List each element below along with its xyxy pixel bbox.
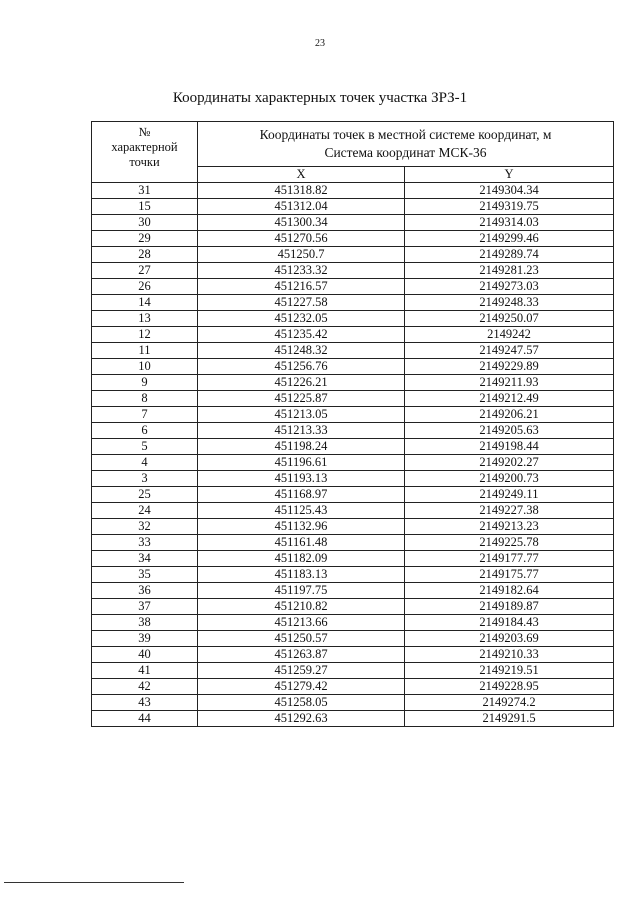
- point-number-cell: 44: [92, 711, 198, 727]
- y-coordinate-cell: 2149184.43: [405, 615, 614, 631]
- page-number: 23: [315, 38, 325, 49]
- y-coordinate-cell: 2149229.89: [405, 359, 614, 375]
- y-coordinate-cell: 2149249.11: [405, 487, 614, 503]
- x-coordinate-cell: 451197.75: [198, 583, 405, 599]
- table-row: [92, 327, 614, 343]
- header-num-word2: точки: [129, 155, 160, 169]
- y-coordinate-cell: 2149274.2: [405, 695, 614, 711]
- y-coordinate-cell: 2149177.77: [405, 551, 614, 567]
- point-number-cell: 28: [92, 247, 198, 263]
- table-row: [92, 519, 614, 535]
- header-x: X: [198, 167, 405, 183]
- table-row: [92, 279, 614, 295]
- y-coordinate-cell: 2149206.21: [405, 407, 614, 423]
- table-row: [92, 615, 614, 631]
- table-row: [92, 679, 614, 695]
- point-number-cell: 37: [92, 599, 198, 615]
- table-row: [92, 343, 614, 359]
- x-coordinate-cell: 451196.61: [198, 455, 405, 471]
- table-row: [92, 263, 614, 279]
- y-coordinate-cell: 2149248.33: [405, 295, 614, 311]
- point-number-cell: 10: [92, 359, 198, 375]
- point-number-cell: 38: [92, 615, 198, 631]
- header-y: Y: [405, 167, 614, 183]
- header-coords-line1: Координаты точек в местной системе координат, м: [259, 127, 552, 142]
- point-number-cell: 30: [92, 215, 198, 231]
- x-coordinate-cell: 451292.63: [198, 711, 405, 727]
- table-row: [92, 199, 614, 215]
- x-coordinate-cell: 451279.42: [198, 679, 405, 695]
- y-coordinate-cell: 2149205.63: [405, 423, 614, 439]
- x-coordinate-cell: 451300.34: [198, 215, 405, 231]
- header-num-word1: характерной: [111, 140, 178, 154]
- table-row: [92, 439, 614, 455]
- y-coordinate-cell: 2149212.49: [405, 391, 614, 407]
- table-row: [92, 215, 614, 231]
- table-row: [92, 647, 614, 663]
- footnote-divider: [4, 882, 184, 883]
- point-number-cell: 9: [92, 375, 198, 391]
- point-number-cell: 34: [92, 551, 198, 567]
- point-number-cell: 7: [92, 407, 198, 423]
- table-row: [92, 599, 614, 615]
- point-number-cell: 35: [92, 567, 198, 583]
- y-coordinate-cell: 2149291.5: [405, 711, 614, 727]
- table-row: [92, 295, 614, 311]
- table-row: [92, 711, 614, 727]
- table-row: [92, 455, 614, 471]
- x-coordinate-cell: 451161.48: [198, 535, 405, 551]
- x-coordinate-cell: 451183.13: [198, 567, 405, 583]
- x-coordinate-cell: 451312.04: [198, 199, 405, 215]
- y-coordinate-cell: 2149289.74: [405, 247, 614, 263]
- header-num-symbol: №: [138, 125, 151, 139]
- y-coordinate-cell: 2149227.38: [405, 503, 614, 519]
- table-row: [92, 407, 614, 423]
- x-coordinate-cell: 451256.76: [198, 359, 405, 375]
- table-row: [92, 375, 614, 391]
- table-row: [92, 247, 614, 263]
- point-number-cell: 31: [92, 183, 198, 199]
- point-number-cell: 26: [92, 279, 198, 295]
- point-number-cell: 27: [92, 263, 198, 279]
- x-coordinate-cell: 451226.21: [198, 375, 405, 391]
- x-coordinate-cell: 451125.43: [198, 503, 405, 519]
- table-row: [92, 631, 614, 647]
- point-number-cell: 8: [92, 391, 198, 407]
- x-coordinate-cell: 451225.87: [198, 391, 405, 407]
- point-number-cell: 5: [92, 439, 198, 455]
- x-coordinate-cell: 451198.24: [198, 439, 405, 455]
- point-number-cell: 13: [92, 311, 198, 327]
- x-coordinate-cell: 451168.97: [198, 487, 405, 503]
- point-number-cell: 25: [92, 487, 198, 503]
- x-coordinate-cell: 451232.05: [198, 311, 405, 327]
- y-coordinate-cell: 2149273.03: [405, 279, 614, 295]
- table-row: [92, 359, 614, 375]
- table-row: [92, 567, 614, 583]
- table-row: [92, 551, 614, 567]
- point-number-cell: 6: [92, 423, 198, 439]
- table-row: [92, 423, 614, 439]
- table-row: [92, 231, 614, 247]
- y-coordinate-cell: 2149247.57: [405, 343, 614, 359]
- table-row: [92, 183, 614, 199]
- point-number-cell: 15: [92, 199, 198, 215]
- y-coordinate-cell: 2149175.77: [405, 567, 614, 583]
- y-coordinate-cell: 2149203.69: [405, 631, 614, 647]
- x-coordinate-cell: 451235.42: [198, 327, 405, 343]
- x-coordinate-cell: 451248.32: [198, 343, 405, 359]
- point-number-cell: 12: [92, 327, 198, 343]
- x-coordinate-cell: 451258.05: [198, 695, 405, 711]
- x-coordinate-cell: 451250.57: [198, 631, 405, 647]
- y-coordinate-cell: 2149281.23: [405, 263, 614, 279]
- y-coordinate-cell: 2149189.87: [405, 599, 614, 615]
- y-coordinate-cell: 2149198.44: [405, 439, 614, 455]
- x-coordinate-cell: 451270.56: [198, 231, 405, 247]
- point-number-cell: 14: [92, 295, 198, 311]
- x-coordinate-cell: 451132.96: [198, 519, 405, 535]
- x-coordinate-cell: 451182.09: [198, 551, 405, 567]
- x-coordinate-cell: 451233.32: [198, 263, 405, 279]
- point-number-cell: 11: [92, 343, 198, 359]
- header-coords-line2: Система координат МСК-36: [324, 145, 487, 160]
- point-number-cell: 42: [92, 679, 198, 695]
- x-coordinate-cell: 451259.27: [198, 663, 405, 679]
- y-coordinate-cell: 2149211.93: [405, 375, 614, 391]
- table-row: [92, 471, 614, 487]
- point-number-cell: 36: [92, 583, 198, 599]
- coordinates-table: [91, 121, 614, 727]
- x-coordinate-cell: 451213.66: [198, 615, 405, 631]
- x-coordinate-cell: 451318.82: [198, 183, 405, 199]
- x-coordinate-cell: 451193.13: [198, 471, 405, 487]
- point-number-cell: 39: [92, 631, 198, 647]
- table-row: [92, 583, 614, 599]
- point-number-cell: 40: [92, 647, 198, 663]
- x-coordinate-cell: 451213.33: [198, 423, 405, 439]
- point-number-cell: 43: [92, 695, 198, 711]
- point-number-cell: 29: [92, 231, 198, 247]
- x-coordinate-cell: 451216.57: [198, 279, 405, 295]
- table-row: [92, 311, 614, 327]
- y-coordinate-cell: 2149182.64: [405, 583, 614, 599]
- y-coordinate-cell: 2149250.07: [405, 311, 614, 327]
- x-coordinate-cell: 451213.05: [198, 407, 405, 423]
- point-number-cell: 33: [92, 535, 198, 551]
- header-coordinates: [198, 122, 614, 167]
- y-coordinate-cell: 2149314.03: [405, 215, 614, 231]
- table-row: [92, 391, 614, 407]
- y-coordinate-cell: 2149219.51: [405, 663, 614, 679]
- y-coordinate-cell: 2149213.23: [405, 519, 614, 535]
- document-title: Координаты характерных точек участка ЗРЗ-1: [172, 90, 468, 106]
- table-row: [92, 535, 614, 551]
- x-coordinate-cell: 451263.87: [198, 647, 405, 663]
- header-point-number: [92, 122, 198, 183]
- table-row: [92, 663, 614, 679]
- x-coordinate-cell: 451210.82: [198, 599, 405, 615]
- y-coordinate-cell: 2149242: [405, 327, 614, 343]
- y-coordinate-cell: 2149210.33: [405, 647, 614, 663]
- y-coordinate-cell: 2149200.73: [405, 471, 614, 487]
- table-row: [92, 695, 614, 711]
- point-number-cell: 32: [92, 519, 198, 535]
- table-row: [92, 487, 614, 503]
- point-number-cell: 3: [92, 471, 198, 487]
- x-coordinate-cell: 451227.58: [198, 295, 405, 311]
- table-row: [92, 503, 614, 519]
- y-coordinate-cell: 2149299.46: [405, 231, 614, 247]
- x-coordinate-cell: 451250.7: [198, 247, 405, 263]
- y-coordinate-cell: 2149228.95: [405, 679, 614, 695]
- y-coordinate-cell: 2149304.34: [405, 183, 614, 199]
- y-coordinate-cell: 2149225.78: [405, 535, 614, 551]
- table-body: [92, 183, 614, 727]
- y-coordinate-cell: 2149319.75: [405, 199, 614, 215]
- point-number-cell: 41: [92, 663, 198, 679]
- y-coordinate-cell: 2149202.27: [405, 455, 614, 471]
- point-number-cell: 4: [92, 455, 198, 471]
- point-number-cell: 24: [92, 503, 198, 519]
